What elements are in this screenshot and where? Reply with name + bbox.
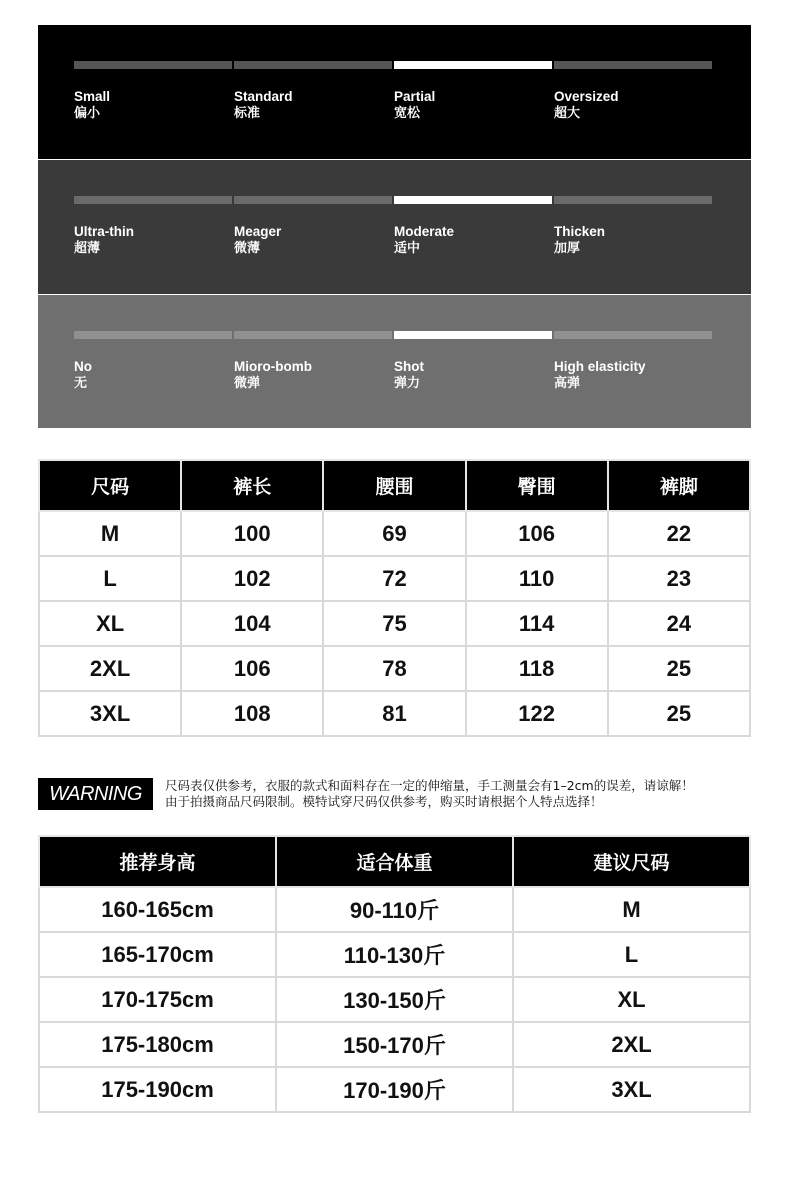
table-cell: 69 bbox=[323, 511, 465, 556]
header-recommended-height: 推荐身高 bbox=[39, 836, 276, 887]
table-cell: 110-130斤 bbox=[276, 932, 513, 977]
table-cell: 160-165cm bbox=[39, 887, 276, 932]
table-row bbox=[39, 1067, 750, 1112]
fit-option-small: Small 偏小 bbox=[74, 89, 111, 121]
table-cell: 106 bbox=[466, 511, 608, 556]
table-row bbox=[39, 977, 750, 1022]
warning-line-1: 尺码表仅供参考，衣服的款式和面料存在一定的伸缩量，手工测量会有1–2cm的误差，请谅解！ bbox=[165, 778, 694, 793]
table-cell: 102 bbox=[181, 556, 323, 601]
table-cell: 25 bbox=[608, 691, 750, 736]
thickness-scale-panel bbox=[38, 160, 751, 294]
fit-segment-0 bbox=[74, 61, 232, 69]
fit-option-oversized: Oversized 超大 bbox=[554, 89, 619, 121]
table-cell: 150-170斤 bbox=[276, 1022, 513, 1067]
size-recommendation-table bbox=[38, 835, 751, 1113]
size-table-header-row bbox=[39, 460, 750, 511]
header-hip: 臀围 bbox=[466, 460, 608, 511]
table-cell: 175-180cm bbox=[39, 1022, 276, 1067]
recommend-table-header-row bbox=[39, 836, 750, 887]
table-cell: 23 bbox=[608, 556, 750, 601]
table-cell: 24 bbox=[608, 601, 750, 646]
thickness-segment-2 bbox=[394, 196, 552, 204]
thickness-segment-3 bbox=[554, 196, 712, 204]
table-row bbox=[39, 556, 750, 601]
thickness-segment-0 bbox=[74, 196, 232, 204]
table-row bbox=[39, 1022, 750, 1067]
table-cell: XL bbox=[39, 601, 181, 646]
fit-scale-panel bbox=[38, 25, 751, 159]
thickness-option-meager: Meager 微薄 bbox=[234, 224, 282, 256]
warning-text bbox=[165, 778, 765, 810]
table-cell: 118 bbox=[466, 646, 608, 691]
header-waist: 腰围 bbox=[323, 460, 465, 511]
table-cell: 81 bbox=[323, 691, 465, 736]
table-cell: 108 bbox=[181, 691, 323, 736]
table-cell: 90-110斤 bbox=[276, 887, 513, 932]
table-cell: L bbox=[39, 556, 181, 601]
thickness-option-thicken: Thicken 加厚 bbox=[554, 224, 606, 256]
table-row bbox=[39, 646, 750, 691]
size-chart-table bbox=[38, 459, 751, 737]
elasticity-option-shot: Shot 弹力 bbox=[394, 359, 424, 391]
table-cell: 78 bbox=[323, 646, 465, 691]
header-size: 尺码 bbox=[39, 460, 181, 511]
table-cell: 75 bbox=[323, 601, 465, 646]
table-row bbox=[39, 601, 750, 646]
thickness-option-moderate: Moderate 适中 bbox=[394, 224, 455, 256]
table-cell: 3XL bbox=[513, 1067, 750, 1112]
table-cell: M bbox=[513, 887, 750, 932]
thickness-option-ultra-thin: Ultra-thin 超薄 bbox=[74, 224, 134, 256]
table-cell: 100 bbox=[181, 511, 323, 556]
table-cell: 122 bbox=[466, 691, 608, 736]
elasticity-option-mioro-bomb: Mioro-bomb 微弹 bbox=[234, 359, 312, 391]
table-cell: 106 bbox=[181, 646, 323, 691]
table-cell: 22 bbox=[608, 511, 750, 556]
table-cell: 175-190cm bbox=[39, 1067, 276, 1112]
table-cell: 72 bbox=[323, 556, 465, 601]
table-row bbox=[39, 932, 750, 977]
warning-badge: WARNING bbox=[38, 778, 153, 810]
elasticity-segment-2 bbox=[394, 331, 552, 339]
fit-segment-2 bbox=[394, 61, 552, 69]
elasticity-option-high-elasticity: High elasticity 高弹 bbox=[554, 359, 646, 391]
table-cell: M bbox=[39, 511, 181, 556]
elasticity-segment-1 bbox=[234, 331, 392, 339]
table-cell: 110 bbox=[466, 556, 608, 601]
fit-option-partial: Partial 宽松 bbox=[394, 89, 436, 121]
thickness-segment-1 bbox=[234, 196, 392, 204]
table-row bbox=[39, 511, 750, 556]
fit-segment-1 bbox=[234, 61, 392, 69]
table-cell: 130-150斤 bbox=[276, 977, 513, 1022]
table-row bbox=[39, 887, 750, 932]
elasticity-segment-0 bbox=[74, 331, 232, 339]
fit-segment-3 bbox=[554, 61, 712, 69]
table-cell: 3XL bbox=[39, 691, 181, 736]
table-cell: 25 bbox=[608, 646, 750, 691]
table-cell: 2XL bbox=[39, 646, 181, 691]
table-cell: 170-175cm bbox=[39, 977, 276, 1022]
header-leg-opening: 裤脚 bbox=[608, 460, 750, 511]
table-row bbox=[39, 691, 750, 736]
header-suggested-size: 建议尺码 bbox=[513, 836, 750, 887]
table-cell: 114 bbox=[466, 601, 608, 646]
warning-line-2: 由于拍摄商品尺码限制。模特试穿尺码仅供参考，购买时请根据个人特点选择！ bbox=[165, 794, 603, 809]
header-pants-length: 裤长 bbox=[181, 460, 323, 511]
table-cell: 104 bbox=[181, 601, 323, 646]
elasticity-scale-panel bbox=[38, 295, 751, 428]
table-cell: XL bbox=[513, 977, 750, 1022]
table-cell: 165-170cm bbox=[39, 932, 276, 977]
header-suitable-weight: 适合体重 bbox=[276, 836, 513, 887]
fit-option-standard: Standard 标准 bbox=[234, 89, 293, 121]
elasticity-option-no: No 无 bbox=[74, 359, 92, 391]
table-cell: 170-190斤 bbox=[276, 1067, 513, 1112]
table-cell: L bbox=[513, 932, 750, 977]
elasticity-segment-3 bbox=[554, 331, 712, 339]
table-cell: 2XL bbox=[513, 1022, 750, 1067]
